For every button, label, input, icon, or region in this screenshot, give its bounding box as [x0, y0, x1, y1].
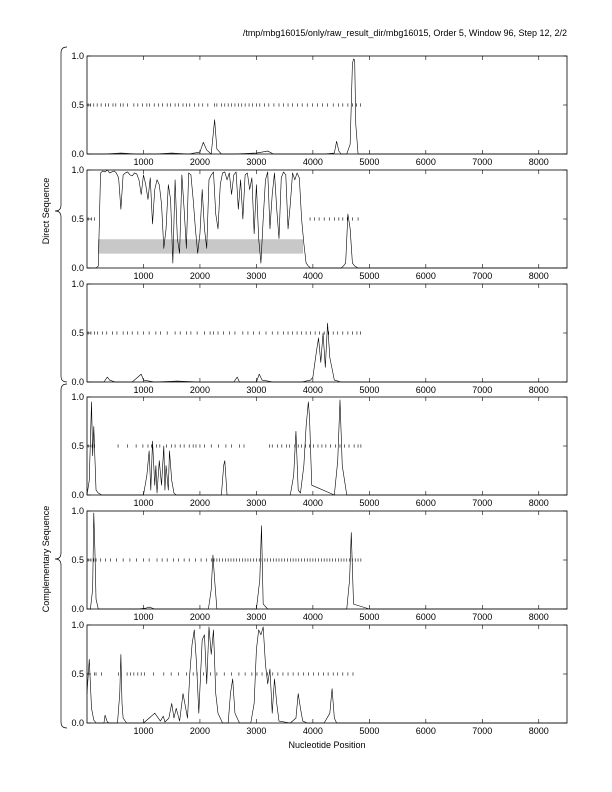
panel-6 — [71, 620, 567, 736]
direct-sequence-group — [41, 47, 67, 382]
x-tick-label: 7000 — [472, 385, 493, 395]
x-tick-label: 8000 — [528, 498, 549, 508]
x-tick-label: 3000 — [246, 271, 267, 281]
direct-sequence-brace — [55, 47, 67, 382]
x-tick-label: 4000 — [302, 271, 323, 281]
y-tick-label: 0.0 — [71, 604, 84, 615]
x-tick-label: 8000 — [528, 385, 549, 395]
x-tick-label: 8000 — [528, 157, 549, 167]
x-tick-label: 5000 — [359, 271, 380, 281]
x-tick-label: 5000 — [359, 612, 380, 622]
x-tick-label: 2000 — [189, 157, 210, 167]
x-tick-label: 8000 — [528, 612, 549, 622]
x-tick-label: 6000 — [415, 385, 436, 395]
x-tick-label: 1000 — [133, 726, 154, 736]
x-tick-label: 5000 — [359, 385, 380, 395]
x-tick-label: 1000 — [133, 385, 154, 395]
x-tick-label: 7000 — [472, 498, 493, 508]
direct-sequence-label: Direct Sequence — [41, 177, 51, 245]
axes-frame — [87, 397, 567, 495]
y-tick-label: 0.5 — [71, 669, 84, 680]
y-tick-label: 1.0 — [71, 506, 84, 517]
x-tick-label: 1000 — [133, 271, 154, 281]
x-tick-label: 2000 — [189, 726, 210, 736]
x-tick-label: 7000 — [472, 612, 493, 622]
y-tick-label: 1.0 — [71, 165, 84, 176]
x-tick-label: 6000 — [415, 726, 436, 736]
x-axis-label: Nucleotide Position — [288, 740, 366, 750]
x-tick-label: 6000 — [415, 157, 436, 167]
panel-5 — [71, 506, 567, 622]
y-tick-label: 0.5 — [71, 328, 84, 339]
x-tick-label: 2000 — [189, 498, 210, 508]
series-line — [87, 400, 567, 495]
y-tick-label: 0.5 — [71, 214, 84, 225]
panel-4 — [71, 392, 567, 508]
complementary-sequence-brace — [55, 384, 67, 728]
x-tick-label: 5000 — [359, 726, 380, 736]
x-tick-label: 1000 — [133, 612, 154, 622]
figure-title: /tmp/mbg16015/only/raw_result_dir/mbg16015, Order 5, Window 96, Step 12, 2/2 — [242, 28, 567, 38]
x-tick-label: 7000 — [472, 157, 493, 167]
y-tick-label: 1.0 — [71, 279, 84, 290]
x-tick-label: 7000 — [472, 726, 493, 736]
complementary-sequence-label: Complementary Sequence — [41, 505, 51, 613]
x-tick-label: 3000 — [246, 726, 267, 736]
y-tick-label: 0.5 — [71, 100, 84, 111]
x-tick-label: 2000 — [189, 385, 210, 395]
x-tick-label: 6000 — [415, 612, 436, 622]
panel-2 — [71, 165, 567, 281]
x-tick-label: 4000 — [302, 385, 323, 395]
panels — [71, 51, 567, 736]
series-line — [87, 323, 567, 382]
y-tick-label: 1.0 — [71, 392, 84, 403]
x-tick-label: 3000 — [246, 612, 267, 622]
axes-frame — [87, 625, 567, 723]
complementary-sequence-group — [41, 384, 67, 728]
y-tick-label: 0.0 — [71, 490, 84, 501]
x-tick-label: 3000 — [246, 157, 267, 167]
x-tick-label: 3000 — [246, 498, 267, 508]
y-tick-label: 0.0 — [71, 149, 84, 160]
x-tick-label: 3000 — [246, 385, 267, 395]
x-tick-label: 2000 — [189, 271, 210, 281]
y-tick-label: 0.0 — [71, 377, 84, 388]
x-tick-label: 8000 — [528, 726, 549, 736]
highlight-region — [98, 240, 302, 254]
x-tick-label: 7000 — [472, 271, 493, 281]
y-tick-label: 0.5 — [71, 555, 84, 566]
x-tick-label: 1000 — [133, 157, 154, 167]
panel-3 — [71, 279, 567, 395]
x-tick-label: 6000 — [415, 271, 436, 281]
y-tick-label: 1.0 — [71, 51, 84, 62]
x-tick-label: 2000 — [189, 612, 210, 622]
x-tick-label: 8000 — [528, 271, 549, 281]
y-tick-label: 0.0 — [71, 263, 84, 274]
x-tick-label: 4000 — [302, 157, 323, 167]
x-tick-label: 5000 — [359, 157, 380, 167]
y-tick-label: 0.5 — [71, 441, 84, 452]
series-line — [87, 627, 567, 723]
x-tick-label: 4000 — [302, 726, 323, 736]
x-tick-label: 5000 — [359, 498, 380, 508]
x-tick-label: 1000 — [133, 498, 154, 508]
panel-1 — [71, 51, 567, 167]
x-tick-label: 4000 — [302, 498, 323, 508]
y-tick-label: 0.0 — [71, 718, 84, 729]
x-tick-label: 6000 — [415, 498, 436, 508]
x-tick-label: 4000 — [302, 612, 323, 622]
y-tick-label: 1.0 — [71, 620, 84, 631]
